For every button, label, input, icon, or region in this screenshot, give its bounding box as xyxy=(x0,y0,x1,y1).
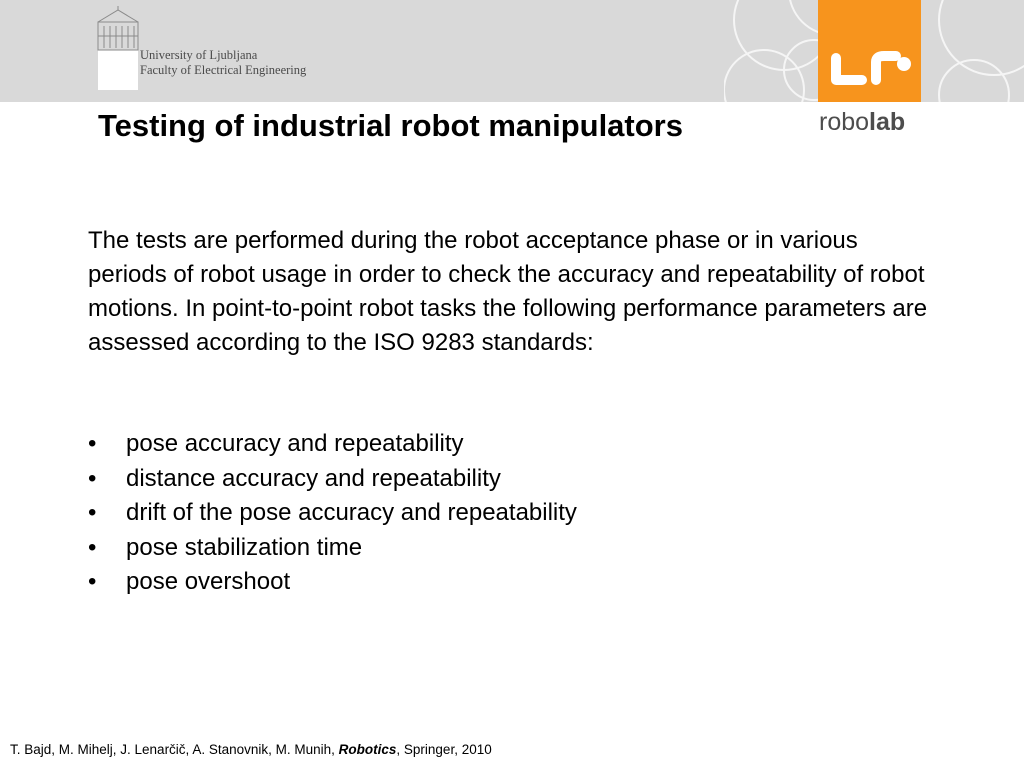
bullet-icon: • xyxy=(88,533,97,561)
list-item xyxy=(88,462,577,497)
header-band xyxy=(0,0,1024,102)
citation-publisher: , Springer, 2010 xyxy=(396,742,492,757)
university-logo xyxy=(96,6,356,92)
university-building-icon xyxy=(96,6,142,92)
university-name xyxy=(140,48,306,78)
faculty-line: Faculty of Electrical Engineering xyxy=(140,63,307,77)
list-item xyxy=(88,565,577,600)
bullet-icon: • xyxy=(88,568,97,595)
robolab-wordmark xyxy=(819,108,905,137)
body-paragraph: The tests are performed during the robot acceptance phase or in various periods of robot usage in order to check the accuracy and repeatability of robot motions. In point-to-point robot tasks the following performance parameters are assessed according to the ISO 9283 standards: xyxy=(88,227,928,356)
list-item xyxy=(88,427,577,462)
bullet-text: pose overshoot xyxy=(126,568,291,595)
slide-title: Testing of industrial robot manipulators xyxy=(98,108,683,143)
robolab-regular: robo xyxy=(819,108,870,136)
university-line1: University of Ljubljana xyxy=(140,48,258,62)
bullet-icon: • xyxy=(88,430,97,457)
list-item xyxy=(88,496,577,531)
bullet-text: distance accuracy and repeatability xyxy=(126,464,501,492)
list-item xyxy=(88,531,577,566)
bullet-text: drift of the pose accuracy and repeatability xyxy=(126,499,577,526)
bullet-icon: • xyxy=(88,499,97,526)
citation-footer xyxy=(10,742,492,757)
bullet-list xyxy=(88,427,577,600)
bullet-text: pose accuracy and repeatability xyxy=(126,430,464,457)
citation-authors: T. Bajd, M. Mihelj, J. Lenarčič, A. Stanovnik, M. Munih, xyxy=(10,742,339,757)
lr-logo-icon xyxy=(818,0,921,102)
bullet-text: pose stabilization time xyxy=(126,533,363,561)
roboticslab-logo xyxy=(818,0,921,102)
citation-book-title: Robotics xyxy=(338,742,397,757)
robolab-bold: lab xyxy=(869,108,906,136)
bullet-icon: • xyxy=(88,464,97,492)
